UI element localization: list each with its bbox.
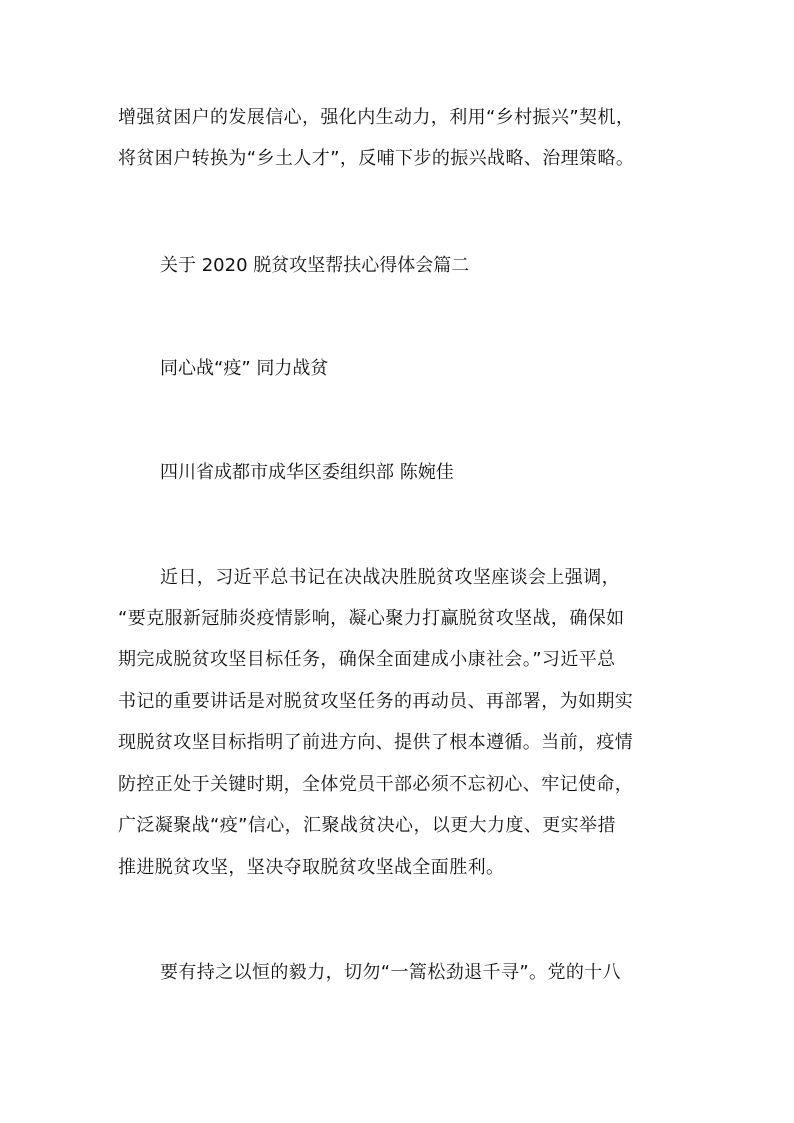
paragraph-line: 推进脱贫攻坚，坚决夺取脱贫攻坚战全面胜利。	[118, 857, 505, 878]
paragraph-line: 书记的重要讲话是对脱贫攻坚任务的再动员、再部署，为如期实	[118, 691, 634, 712]
section-title: 关于 2020 脱贫攻坚帮扶心得体会篇二	[160, 255, 470, 276]
author-line: 四川省成都市成华区委组织部 陈婉佳	[160, 462, 454, 483]
paragraph-line: 防控正处于关键时期，全体党员干部必须不忘初心、牢记使命，	[118, 774, 634, 795]
paragraph-line: 要有持之以恒的毅力，切勿“一篙松劲退千寻”。党的十八	[160, 962, 622, 983]
paragraph-line: “要克服新冠肺炎疫情影响，凝心聚力打赢脱贫攻坚战，确保如	[118, 608, 625, 629]
paragraph-line: 广泛凝聚战“疫”信心，汇聚战贫决心，以更大力度、更实举措	[118, 815, 616, 836]
intro-line: 增强贫困户的发展信心，强化内生动力，利用“乡村振兴”契机，	[118, 107, 635, 128]
paragraph-line: 期完成脱贫攻坚目标任务，确保全面建成小康社会。”习近平总	[118, 649, 616, 670]
intro-line: 将贫困户转换为“乡土人才”，反哺下步的振兴战略、治理策略。	[118, 148, 635, 169]
article-title: 同心战“疫” 同力战贫	[160, 358, 329, 379]
paragraph-line: 近日，习近平总书记在决战决胜脱贫攻坚座谈会上强调，	[160, 567, 620, 588]
paragraph-line: 现脱贫攻坚目标指明了前进方向、提供了根本遵循。当前，疫情	[118, 732, 634, 753]
